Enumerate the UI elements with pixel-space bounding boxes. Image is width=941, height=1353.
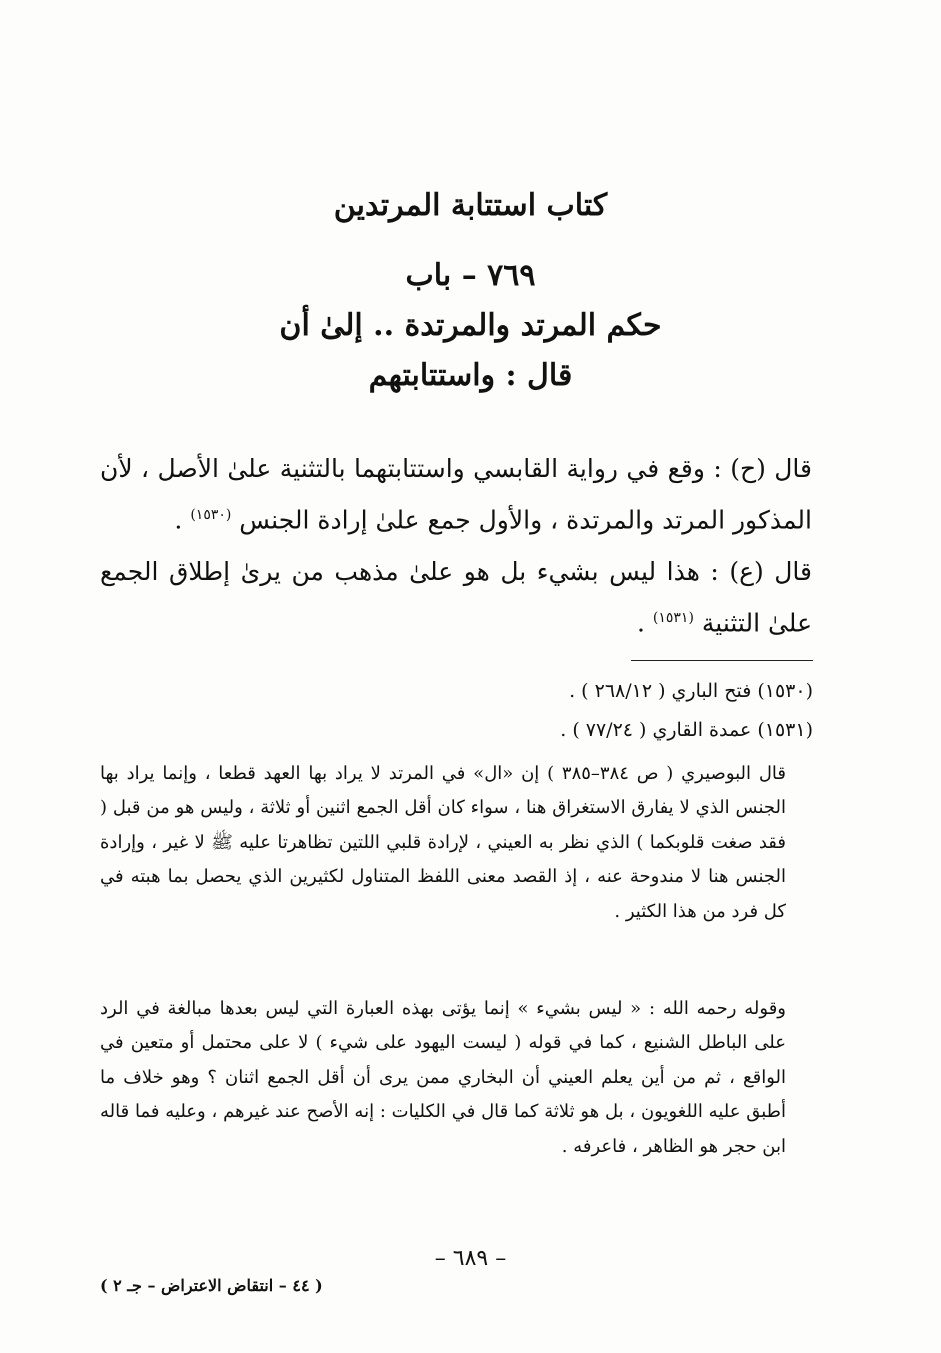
main-paragraph-2 <box>100 548 812 646</box>
footnote-commentary-2: وقوله رحمه الله : « ليس بشيء » إنما يؤتى بهذه العبارة التي ليس بعدها مبالغة في الرد على الباطل الشنيع ، كما في قوله ( ليست اليهود على شيء ) لا على محتمل أو متعين في الواقع ، ثم من أين يعلم العيني أن البخاري ممن يرى أن أقل الجمع اثنان ؟ وهو خلاف ما أطبق عليه اللغويون ، بل هو ثلاثة كما قال في الكليات : إنه الأصح عند غيرهم ، وعليه فما قاله ابن حجر هو الظاهر ، فاعرفه . <box>100 998 786 1157</box>
footnote-1530: (١٥٣٠) فتح الباري ( ٢٦٨/١٢ ) . <box>569 680 813 702</box>
chapter-number: ٧٦٩ – باب <box>405 258 536 293</box>
chapter-title-line2: قال : واستتابتهم <box>368 358 573 393</box>
paragraph-2-end: . <box>637 608 653 638</box>
footnote-1531: (١٥٣١) عمدة القاري ( ٧٧/٢٤ ) . <box>560 719 813 741</box>
footnote-commentary-1: قال البوصيري ( ص ٣٨٤–٣٨٥ ) إن «ال» في المرتد لا يراد بها العهد قطعا ، وإنما يراد بها الجنس الذي لا يفارق الاستغراق هنا ، سواء كان أقل الجمع اثنين أو ثلاثة ، وليس هو من قبل ( فقد صغت قلوبكما ) الذي نظر به العيني ، لإرادة قلبي اللتين تظاهرتا عليه ﷺ لا غير ، وإرادة الجنس هنا لا مندوحة عنه ، إذ القصد معنى اللفظ المتناول لكثيرين الذي يحصل بما هبته في كل فرد من هذا الكثير . <box>100 763 786 922</box>
footnote-separator <box>631 660 813 661</box>
paragraph-1-end: . <box>174 505 191 535</box>
chapter-title-line1: حكم المرتد والمرتدة .. إلىٰ أن <box>279 308 662 343</box>
footnote-marker-1530: (١٥٣٠) <box>190 507 232 523</box>
paragraph-2-text: قال (ع) : هذا ليس بشيء بل هو علىٰ مذهب من يرىٰ إطلاق الجمع علىٰ التثنية <box>100 557 812 638</box>
footnote-marker-1531: (١٥٣١) <box>652 610 694 626</box>
book-title: كتاب استتابة المرتدين <box>333 188 608 223</box>
page-number: – ٦٨٩ – <box>434 1246 507 1271</box>
running-footer: ( ٤٤ – انتقاض الاعتراض – جـ ٢ ) <box>100 1276 323 1295</box>
paragraph-1-text: قال (ح) : وقع في رواية القابسي واستتابتهما بالتثنية علىٰ الأصل ، لأن المذكور المرتد والمرتدة ، والأول جمع علىٰ إرادة الجنس <box>100 454 812 535</box>
main-paragraph-1 <box>100 445 812 543</box>
